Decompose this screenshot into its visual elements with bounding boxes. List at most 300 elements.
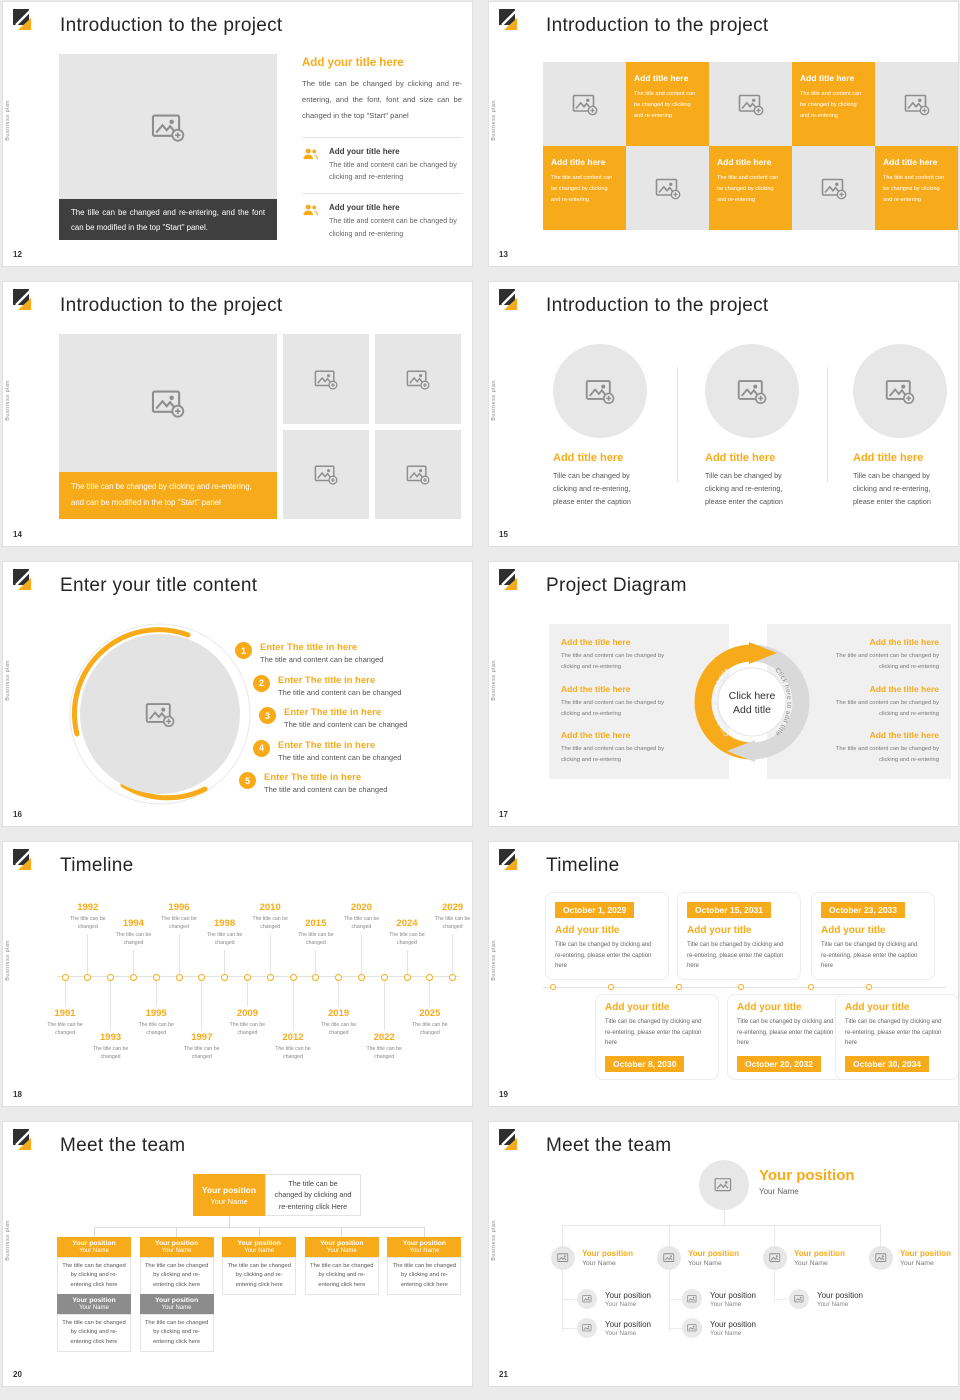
entry-text: The title and content can be changed by clicking and re-entering xyxy=(561,746,665,763)
avatar-placeholder xyxy=(789,1289,809,1309)
feature-text: The title and content can be changed by clicking and re-entering xyxy=(328,216,457,238)
branch-name: Your Name xyxy=(794,1260,828,1267)
image-placeholder xyxy=(375,430,461,520)
timeline-entry xyxy=(407,978,453,1064)
connector-line xyxy=(880,1225,881,1246)
timeline-caption: The title can be changed xyxy=(275,1046,311,1061)
grid-cell xyxy=(792,62,875,146)
node-note: The title can be changed by clicking and re-entering click here xyxy=(57,1257,131,1295)
numbered-item-texts xyxy=(260,642,383,664)
avatar-placeholder xyxy=(699,1160,749,1210)
timeline-group xyxy=(727,994,851,1080)
timeline-entry xyxy=(384,902,430,977)
slide-title: Meet the team xyxy=(546,1135,672,1156)
connector-line xyxy=(562,1328,577,1329)
node-position: Your position xyxy=(72,1297,116,1304)
connector-line xyxy=(338,978,339,1006)
slide-21-thumbnail[interactable] xyxy=(488,1121,959,1387)
timeline-entry xyxy=(270,978,316,1064)
connector-line xyxy=(259,1227,260,1237)
slide-cell-20 xyxy=(0,1120,480,1400)
column-title: Add title here xyxy=(553,452,624,464)
page-number: 17 xyxy=(499,810,508,819)
date-badge: October 8, 2030 xyxy=(605,1056,684,1072)
group-caption: Title can be changed by clicking and re-entering, please enter the caption here xyxy=(555,942,652,969)
sidebar-brand-text: Business plan xyxy=(5,940,11,981)
entry-text: The title and content can be changed by clicking and re-entering xyxy=(835,699,939,717)
slide-cell-12 xyxy=(0,0,480,280)
entry-title: Add the title here xyxy=(869,730,939,740)
image-placeholder-icon xyxy=(769,1252,782,1264)
slide-cell-21 xyxy=(480,1120,960,1400)
numbered-item xyxy=(235,642,407,666)
avatar-placeholder xyxy=(577,1318,597,1338)
connector-line xyxy=(384,978,385,1030)
slide-15-thumbnail[interactable] xyxy=(488,281,959,547)
connector-line xyxy=(94,1227,95,1237)
node-position: Your position xyxy=(237,1240,281,1247)
timeline-group xyxy=(811,892,935,980)
cell-text: The title and content can be changed by clicking and re-entering xyxy=(800,91,862,120)
brand-logo-icon xyxy=(13,569,33,593)
sub-label xyxy=(817,1291,863,1308)
numbered-item-texts xyxy=(264,772,387,794)
connector-line xyxy=(407,950,408,977)
slide-title: Introduction to the project xyxy=(546,295,769,316)
branch-position: Your position xyxy=(794,1249,845,1258)
branch-label xyxy=(688,1249,739,1267)
timeline-year: 1994 xyxy=(122,918,144,929)
number-badge: 1 xyxy=(235,642,252,659)
timeline-entry xyxy=(338,902,384,977)
timeline-dot xyxy=(808,984,814,990)
timeline-year: 1992 xyxy=(77,902,99,913)
node-name: Your Name xyxy=(79,1248,109,1254)
page-number: 20 xyxy=(13,1370,22,1379)
sub-label xyxy=(710,1291,756,1308)
slide-cell-17 xyxy=(480,560,960,840)
timeline-entry xyxy=(293,902,339,977)
item-title: Enter The title in here xyxy=(264,772,362,784)
circle-column xyxy=(853,344,953,508)
org-branch xyxy=(657,1246,739,1270)
avatar-placeholder xyxy=(682,1289,702,1309)
slide-16-thumbnail[interactable] xyxy=(2,561,473,827)
image-placeholder xyxy=(283,334,369,424)
slide-20-thumbnail[interactable] xyxy=(2,1121,473,1387)
image-placeholder-icon xyxy=(585,377,615,405)
number-badge: 3 xyxy=(259,707,276,724)
node-position: Your position xyxy=(402,1240,447,1247)
timeline-group xyxy=(835,994,959,1080)
timeline-year: 1996 xyxy=(168,902,190,913)
cell-text: The title and content can be changed by clicking and re-entering xyxy=(551,175,613,204)
panel-entry xyxy=(827,730,939,766)
timeline-year: 2019 xyxy=(328,1008,350,1019)
connector-line xyxy=(452,934,453,977)
slide-19-thumbnail[interactable] xyxy=(488,841,959,1107)
column-title: Add title here xyxy=(853,452,924,464)
slide-cell-19 xyxy=(480,840,960,1120)
timeline-caption: The title can be changed xyxy=(184,1046,220,1061)
grid-cell xyxy=(626,62,709,146)
brand-logo-icon xyxy=(499,849,519,873)
image-placeholder-icon xyxy=(314,463,338,485)
image-placeholder-circle xyxy=(705,344,799,438)
timeline-caption: The title can be changed xyxy=(252,916,288,931)
branch-position: Your position xyxy=(582,1249,633,1258)
numbered-item xyxy=(259,707,407,731)
timeline-year: 2009 xyxy=(236,1008,258,1019)
group-caption: Title can be changed by clicking and re-entering, please enter the caption here xyxy=(845,1019,942,1046)
node-note: The title can be changed by clicking and re-entering click here xyxy=(57,1314,131,1352)
sub-name: Your Name xyxy=(710,1300,742,1308)
org-node xyxy=(387,1237,461,1295)
page-number: 21 xyxy=(499,1370,508,1379)
column-caption: Tille can be changed by clicking and re-entering, please enter the caption xyxy=(705,471,783,507)
entry-title: Add the title here xyxy=(561,637,631,647)
timeline-caption: The title can be changed xyxy=(138,1022,174,1037)
timeline-caption: The title can be changed xyxy=(115,932,152,947)
brand-logo-icon xyxy=(499,1129,519,1153)
item-title: Enter The title in here xyxy=(260,642,358,653)
timeline-group xyxy=(595,994,719,1080)
sidebar-brand-text: Business plan xyxy=(491,100,497,141)
org-sub-node xyxy=(682,1318,756,1338)
slide-title: Introduction to the project xyxy=(546,15,769,36)
avatar-placeholder xyxy=(657,1246,681,1270)
sidebar-brand-text: Business plan xyxy=(5,660,11,701)
timeline-caption: The title can be changed xyxy=(366,1046,402,1061)
timeline-year: 2025 xyxy=(419,1008,441,1019)
entry-title: Add the title here xyxy=(869,637,939,647)
org-node xyxy=(222,1237,296,1295)
feature-texts xyxy=(329,147,462,183)
image-placeholder-icon xyxy=(582,1294,593,1304)
org-root-note: The title can be changed by clicking and re-entering click Here xyxy=(265,1174,361,1216)
group-title: Add your title xyxy=(737,1002,802,1013)
entry-text: The title and content can be changed by clicking and re-entering xyxy=(561,653,665,670)
image-placeholder-icon xyxy=(737,377,767,405)
org-sub-list xyxy=(577,1289,651,1338)
avatar-placeholder xyxy=(577,1289,597,1309)
slide-title: Enter your title content xyxy=(60,575,258,596)
cell-title: Add title here xyxy=(883,157,938,167)
column-title: Add title here xyxy=(705,452,776,464)
image-placeholder-icon xyxy=(406,463,430,485)
branch-label xyxy=(582,1249,633,1267)
slide-12-thumbnail[interactable] xyxy=(2,1,473,267)
slide-cell-18 xyxy=(0,840,480,1120)
cell-title: Add title here xyxy=(800,73,855,83)
arc-label-right: Click here to add title xyxy=(773,666,793,738)
org-sub-node xyxy=(682,1289,756,1309)
number-badge: 5 xyxy=(239,772,256,789)
org-node-box xyxy=(222,1237,296,1257)
slide-cell-15 xyxy=(480,280,960,560)
org-sub-node xyxy=(789,1289,863,1309)
node-note: The title can be changed by clicking and re-entering click here xyxy=(140,1257,214,1295)
timeline-dot xyxy=(866,984,872,990)
connector-line xyxy=(201,978,202,1030)
org-sub-node xyxy=(577,1289,651,1309)
timeline-entry xyxy=(316,978,362,1064)
page-number: 18 xyxy=(13,1090,22,1099)
root-position: Your position xyxy=(759,1167,855,1184)
image-placeholder-icon xyxy=(794,1294,805,1304)
timeline-entry xyxy=(179,978,225,1064)
timeline-caption: The title can be changed xyxy=(298,932,334,947)
grid-cell xyxy=(792,146,875,230)
connector-line xyxy=(176,1227,177,1237)
sub-name: Your Name xyxy=(710,1329,742,1337)
sub-label xyxy=(605,1320,651,1337)
connector-line xyxy=(562,1299,577,1300)
org-node xyxy=(57,1294,131,1352)
center-line1: Click here xyxy=(728,690,776,702)
column-caption: Tille can be changed by clicking and re-entering, please enter the caption xyxy=(553,471,631,507)
connector-line xyxy=(774,1270,775,1302)
grid-cell xyxy=(709,62,792,146)
date-badge: October 20, 2032 xyxy=(737,1056,821,1072)
timeline-caption: The title can be changed xyxy=(412,1022,448,1037)
node-name: Your Name xyxy=(244,1248,275,1254)
sidebar-brand-text: Business plan xyxy=(5,380,11,421)
date-badge: October 15, 2031 xyxy=(687,902,771,918)
checkerboard-grid xyxy=(543,62,958,230)
connector-line xyxy=(293,978,294,1030)
cell-text: The title and content can be changed by clicking and re-entering xyxy=(634,91,696,120)
brand-logo-icon xyxy=(13,1129,33,1153)
date-badge: October 1, 2029 xyxy=(555,902,634,918)
panel-entry xyxy=(827,637,939,673)
timeline-entry xyxy=(202,902,248,977)
brand-logo-icon xyxy=(13,849,33,873)
node-position: Your position xyxy=(154,1297,199,1304)
grid-cell xyxy=(875,62,958,146)
connector-line xyxy=(669,1225,670,1246)
timeline-dot xyxy=(550,984,556,990)
timeline-year: 1991 xyxy=(54,1008,76,1019)
org-node-box xyxy=(387,1237,461,1257)
divider xyxy=(677,367,678,482)
grid-cell xyxy=(626,146,709,230)
timeline-caption: The title can be changed xyxy=(343,916,380,931)
root-name: Your Name xyxy=(759,1187,799,1196)
item-title: Enter The title in here xyxy=(278,739,376,751)
image-placeholder xyxy=(375,334,461,424)
circle-column xyxy=(705,344,805,508)
org-node-box xyxy=(140,1237,214,1257)
column-caption: Tille can be changed by clicking and re-entering, please enter the caption xyxy=(853,471,931,507)
sidebar-brand-text: Business plan xyxy=(491,380,497,421)
branch-label xyxy=(794,1249,845,1267)
circle-column xyxy=(553,344,653,508)
node-position: Your position xyxy=(320,1240,364,1247)
slide-cell-13 xyxy=(480,0,960,280)
grid-cell xyxy=(875,146,958,230)
timeline-dot xyxy=(676,984,682,990)
connector-line xyxy=(424,1227,425,1237)
slide-13-thumbnail[interactable] xyxy=(488,1,959,267)
image-placeholder xyxy=(283,430,369,520)
connector-line xyxy=(315,950,316,977)
sidebar-brand-text: Business plan xyxy=(5,1220,11,1261)
date-badge: October 30, 2034 xyxy=(845,1056,929,1072)
entry-title: Add the title here xyxy=(561,683,631,694)
sub-name: Your Name xyxy=(605,1300,637,1308)
slide-cell-14 xyxy=(0,280,480,560)
connector-line xyxy=(562,1225,563,1246)
page-number: 19 xyxy=(499,1090,508,1099)
number-badge: 2 xyxy=(253,675,270,692)
slide-14-thumbnail[interactable] xyxy=(2,281,473,547)
group-title: Add your title xyxy=(605,1002,670,1013)
org-sub-list xyxy=(789,1289,863,1309)
numbered-list xyxy=(235,642,407,805)
person-icon xyxy=(302,147,319,161)
image-placeholder-icon xyxy=(582,1323,593,1333)
connector-line xyxy=(429,978,430,1006)
timeline-caption: The title can be changed xyxy=(47,1022,83,1037)
timeline-year: 2010 xyxy=(259,902,281,913)
sub-position: Your position xyxy=(817,1290,863,1300)
timeline-entry xyxy=(88,978,134,1064)
section-heading: Add your title here xyxy=(302,57,404,69)
sub-name: Your Name xyxy=(817,1300,849,1308)
timeline-entry xyxy=(224,978,270,1064)
slide-18-thumbnail[interactable] xyxy=(2,841,473,1107)
timeline-year: 2029 xyxy=(442,902,464,913)
image-placeholder-icon xyxy=(687,1323,698,1333)
timeline-entry xyxy=(110,902,156,977)
timeline-year: 1997 xyxy=(191,1032,213,1043)
sub-position: Your position xyxy=(710,1290,756,1300)
avatar-placeholder xyxy=(869,1246,893,1270)
avatar-placeholder xyxy=(682,1318,702,1338)
panel-entry xyxy=(827,684,939,720)
feature-title: Add your title here xyxy=(328,203,400,213)
slide-cell-16 xyxy=(0,560,480,840)
connector-line xyxy=(669,1270,670,1332)
connector-line xyxy=(270,934,271,977)
image-placeholder-icon xyxy=(151,387,185,418)
feature-text: The title and content can be changed by clicking and re-entering xyxy=(328,159,457,182)
date-badge: October 23, 2033 xyxy=(821,902,905,918)
timeline-entry xyxy=(42,978,88,1064)
org-node xyxy=(140,1237,214,1295)
page-number: 14 xyxy=(13,530,22,539)
connector-line xyxy=(774,1225,775,1246)
timeline-entry xyxy=(65,902,111,977)
image-placeholder-icon xyxy=(885,377,915,405)
group-caption: Title can be changed by clicking and re-entering, please enter the caption here xyxy=(687,942,784,969)
timeline-entry xyxy=(430,902,473,977)
sub-name: Your Name xyxy=(605,1329,637,1337)
timeline-caption: The title can be changed xyxy=(161,916,197,931)
group-caption: Title can be changed by clicking and re-entering, please enter the caption here xyxy=(821,942,918,969)
image-caption-dark: The tille can be changed and re-entering, and the font can be modified in the top "Start" panel. xyxy=(59,199,277,240)
org-sub-list xyxy=(682,1289,756,1338)
grid-cell xyxy=(543,146,626,230)
node-name: Your Name xyxy=(79,1305,109,1311)
timeline-caption: The title can be changed xyxy=(320,1022,357,1037)
cell-title: Add title here xyxy=(634,73,689,83)
image-placeholder-icon xyxy=(314,368,338,390)
entry-text: The title and content can be changed by clicking and re-entering xyxy=(835,653,939,670)
feature-list xyxy=(302,137,462,240)
sub-position: Your position xyxy=(605,1319,651,1329)
timeline-dot xyxy=(738,984,744,990)
feature-item xyxy=(302,193,462,239)
cell-title: Add title here xyxy=(717,157,772,167)
arc-label-left: Click here to add title xyxy=(711,666,731,738)
image-placeholder-icon xyxy=(738,92,764,116)
timeline-caption: The title can be changed xyxy=(389,932,425,947)
org-branch xyxy=(551,1246,633,1270)
org-node xyxy=(140,1294,214,1352)
entry-text: The title and content can be changed by clicking and re-entering xyxy=(561,699,665,717)
connector-line xyxy=(156,978,157,1006)
node-name: Your Name xyxy=(326,1248,357,1254)
image-placeholder-icon xyxy=(557,1252,570,1264)
connector-line xyxy=(229,1216,230,1227)
thumbnail-grid xyxy=(283,334,461,519)
org-node-box xyxy=(305,1237,379,1257)
timeline-entry xyxy=(156,902,202,977)
org-sub-node xyxy=(577,1318,651,1338)
branch-name: Your Name xyxy=(688,1260,722,1267)
org-root-label xyxy=(759,1167,855,1196)
node-note: The title can be changed by clicking and re-entering click here xyxy=(140,1314,214,1352)
connector-line xyxy=(87,934,88,977)
item-text: The title and content can be changed xyxy=(284,720,408,730)
image-placeholder xyxy=(59,54,277,199)
item-text: The title and content can be changed xyxy=(264,785,388,795)
slide-title: Meet the team xyxy=(60,1135,186,1156)
timeline-entry xyxy=(247,902,293,977)
group-title: Add your title xyxy=(821,925,886,936)
entry-title: Add the title here xyxy=(869,683,939,694)
sub-position: Your position xyxy=(710,1319,756,1329)
page-number: 16 xyxy=(13,810,22,819)
group-caption: Title can be changed by clicking and re-entering, please enter the caption here xyxy=(737,1019,834,1046)
item-text: The title and content can be changed xyxy=(278,687,402,697)
slide-title: Introduction to the project xyxy=(60,15,283,36)
page-number: 13 xyxy=(499,250,508,259)
brand-logo-icon xyxy=(13,9,33,33)
slide-17-thumbnail[interactable] xyxy=(488,561,959,827)
numbered-item xyxy=(253,675,407,699)
cycle-diagram xyxy=(685,632,819,772)
node-position: Your position xyxy=(72,1240,116,1247)
divider xyxy=(827,367,828,482)
timeline-year: 2012 xyxy=(282,1032,304,1043)
sidebar-brand-text: Business plan xyxy=(491,940,497,981)
person-icon xyxy=(302,203,319,217)
org-node xyxy=(57,1237,131,1295)
image-placeholder-circle xyxy=(853,344,947,438)
timeline-year: 2015 xyxy=(305,918,327,929)
org-branch xyxy=(763,1246,845,1270)
grid-cell xyxy=(709,146,792,230)
timeline-year: 2022 xyxy=(373,1032,395,1043)
root-name: Your Name xyxy=(210,1196,248,1206)
page-number: 15 xyxy=(499,530,508,539)
image-placeholder-icon xyxy=(904,92,930,116)
timeline-entry xyxy=(361,978,407,1064)
numbered-item-texts xyxy=(278,675,401,697)
